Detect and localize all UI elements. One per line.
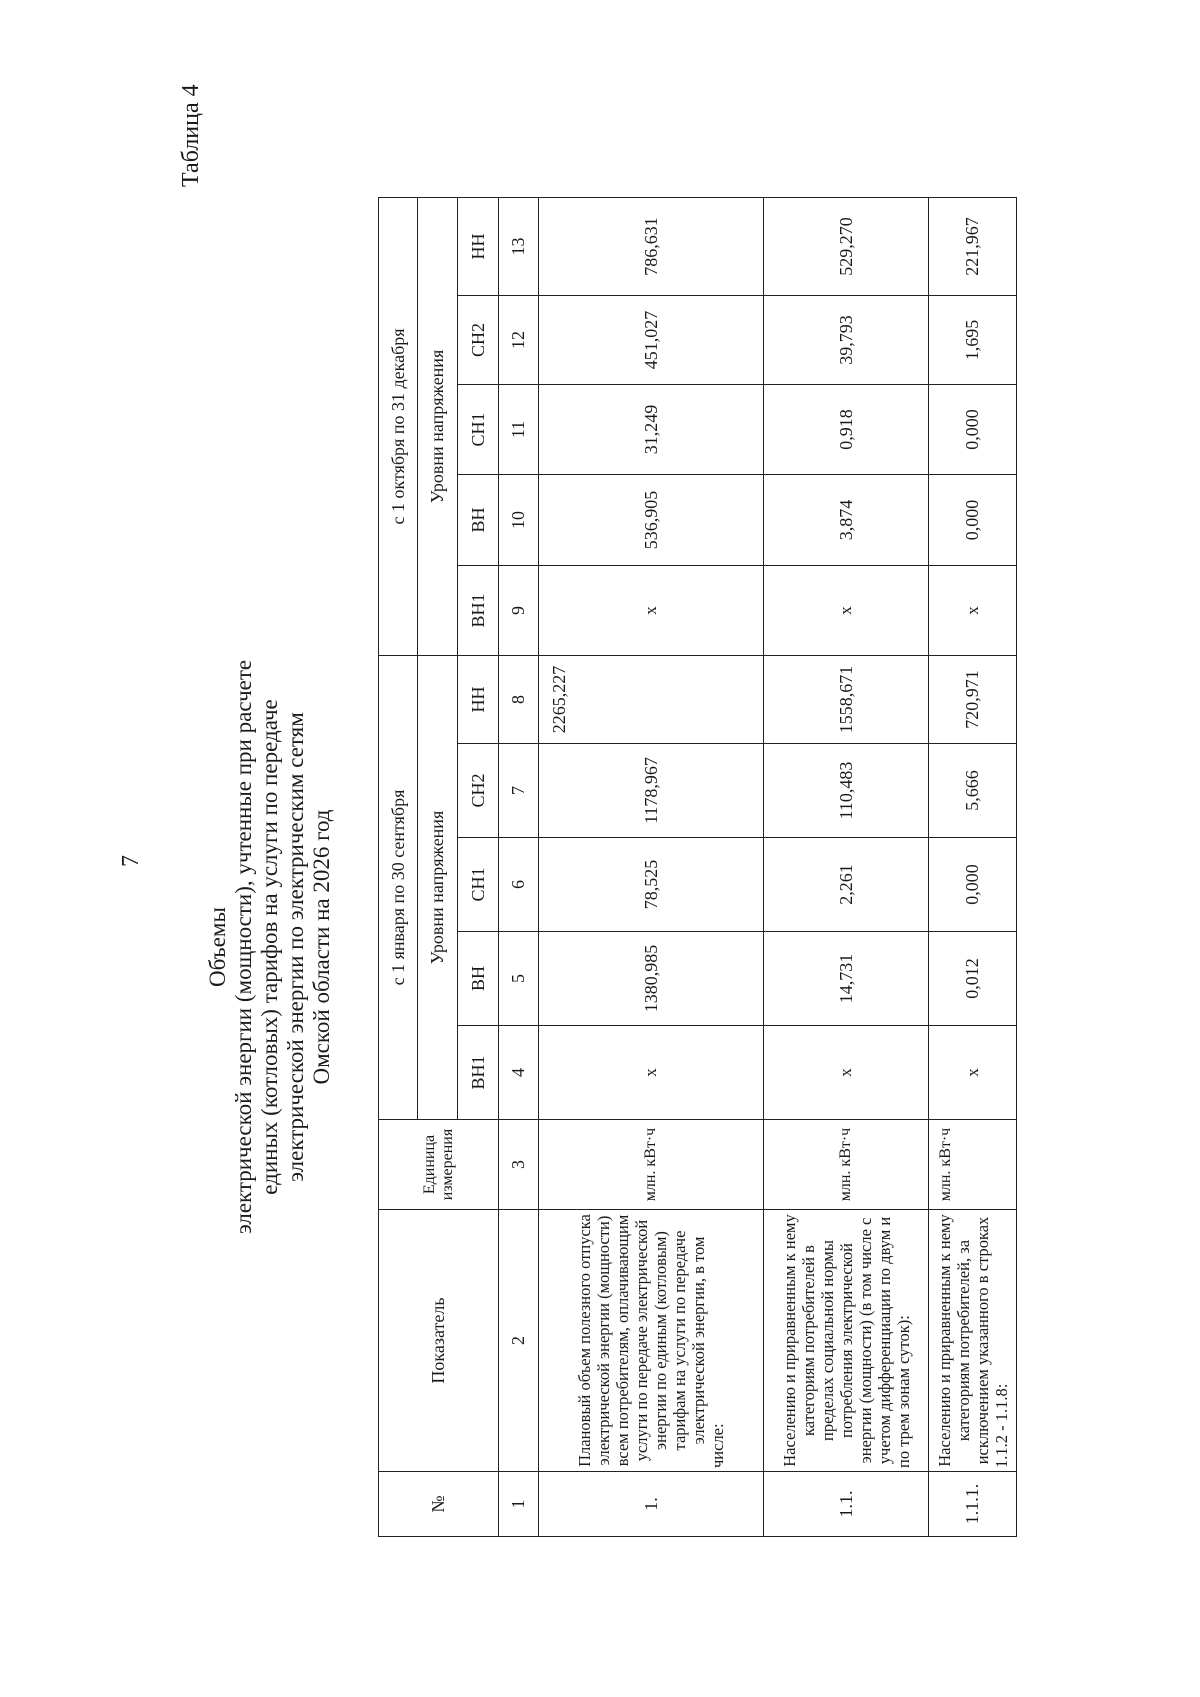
table-row xyxy=(929,198,1017,1537)
row-value: 0,000 xyxy=(929,385,1017,475)
header-level: СН1 xyxy=(458,385,499,475)
row-number: 1.1. xyxy=(764,1472,929,1537)
page-number: 7 xyxy=(118,855,144,867)
row-value: 14,731 xyxy=(764,932,929,1026)
row-value: 221,967 xyxy=(929,198,1017,296)
title-line: Омской области на 2026 год xyxy=(309,809,334,1085)
row-indicator: Населению и приравненным к нему категориям потребителей, за исключением указанного в строках 1.1.2 - 1.1.8: xyxy=(929,1210,1017,1472)
document-title xyxy=(205,627,335,1267)
row-value: 1558,671 xyxy=(764,656,929,744)
row-value: 1,695 xyxy=(929,296,1017,385)
row-unit: млн. кВт·ч xyxy=(539,1120,764,1210)
column-number: 7 xyxy=(499,744,539,838)
row-value: 2265,227 xyxy=(539,656,764,744)
column-number: 3 xyxy=(499,1120,539,1210)
column-number: 11 xyxy=(499,385,539,475)
row-value: 451,027 xyxy=(539,296,764,385)
row-value: 78,525 xyxy=(539,838,764,932)
column-number: 2 xyxy=(499,1210,539,1472)
header-row-periods xyxy=(379,198,418,1537)
row-value: 110,483 xyxy=(764,744,929,838)
row-indicator: Населению и приравненным к нему категориям потребителей в пределах социальной нормы потребления электрической энергии (мощности) (в том числе с учетом дифференциации по двум и по трем зонам суток): xyxy=(764,1210,929,1472)
row-value: 0,000 xyxy=(929,475,1017,566)
column-number: 13 xyxy=(499,198,539,296)
header-level: НН xyxy=(458,198,499,296)
row-number: 1. xyxy=(539,1472,764,1537)
header-period-2: с 1 октября по 31 декабря xyxy=(379,198,418,656)
row-value: 720,971 xyxy=(929,656,1017,744)
column-number-row xyxy=(499,198,539,1537)
table-row xyxy=(539,198,764,1537)
row-value: x xyxy=(764,1026,929,1120)
row-value: 0,000 xyxy=(929,838,1017,932)
header-num: № xyxy=(379,1472,499,1537)
header-voltage-levels-2: Уровни напряжения xyxy=(418,198,458,656)
title-line: Объемы xyxy=(205,907,230,987)
row-indicator: Плановый объем полезного отпуска электрической энергии (мощности) всем потребителям, оплачивающим услуги по передаче электрической энергии по единым (котловым) тарифам на услуги по передаче электрической энергии, в том числе: xyxy=(539,1210,764,1472)
header-level: СН2 xyxy=(458,744,499,838)
row-value: x xyxy=(539,1026,764,1120)
column-number: 6 xyxy=(499,838,539,932)
header-level: СН1 xyxy=(458,838,499,932)
header-level: ВН1 xyxy=(458,1026,499,1120)
header-level: ВН xyxy=(458,932,499,1026)
row-number: 1.1.1. xyxy=(929,1472,1017,1537)
volumes-table xyxy=(378,197,1017,1537)
title-line: электрической энергии (мощности), учтенные при расчете xyxy=(231,659,256,1235)
row-value: x xyxy=(929,566,1017,656)
header-period-1: с 1 января по 30 сентября xyxy=(379,656,418,1120)
header-indicator: Показатель xyxy=(379,1210,499,1472)
header-level: ВН1 xyxy=(458,566,499,656)
table-label: Таблица 4 xyxy=(178,84,204,187)
row-value: 1380,985 xyxy=(539,932,764,1026)
column-number: 4 xyxy=(499,1026,539,1120)
row-value: 5,666 xyxy=(929,744,1017,838)
column-number: 1 xyxy=(499,1472,539,1537)
table-row xyxy=(764,198,929,1537)
header-level: СН2 xyxy=(458,296,499,385)
row-value: 39,793 xyxy=(764,296,929,385)
row-value: 786,631 xyxy=(539,198,764,296)
header-level: НН xyxy=(458,656,499,744)
column-number: 8 xyxy=(499,656,539,744)
row-unit: млн. кВт·ч xyxy=(764,1120,929,1210)
row-value: x xyxy=(929,1026,1017,1120)
row-value: 31,249 xyxy=(539,385,764,475)
row-value: 0,918 xyxy=(764,385,929,475)
title-line: единых (котловых) тарифов на услуги по передаче xyxy=(257,699,282,1195)
header-voltage-levels-1: Уровни напряжения xyxy=(418,656,458,1120)
row-value: 3,874 xyxy=(764,475,929,566)
header-level: ВН xyxy=(458,475,499,566)
column-number: 5 xyxy=(499,932,539,1026)
column-number: 12 xyxy=(499,296,539,385)
row-value: 1178,967 xyxy=(539,744,764,838)
row-value: 536,905 xyxy=(539,475,764,566)
row-value: 0,012 xyxy=(929,932,1017,1026)
title-line: электрической энергии по электрическим сетям xyxy=(283,712,308,1182)
row-value: x xyxy=(539,566,764,656)
row-value: 2,261 xyxy=(764,838,929,932)
row-unit: млн. кВт·ч xyxy=(929,1120,1017,1210)
column-number: 9 xyxy=(499,566,539,656)
row-value: 529,270 xyxy=(764,198,929,296)
column-number: 10 xyxy=(499,475,539,566)
header-unit: Единица измерения xyxy=(379,1120,499,1210)
row-value: x xyxy=(764,566,929,656)
